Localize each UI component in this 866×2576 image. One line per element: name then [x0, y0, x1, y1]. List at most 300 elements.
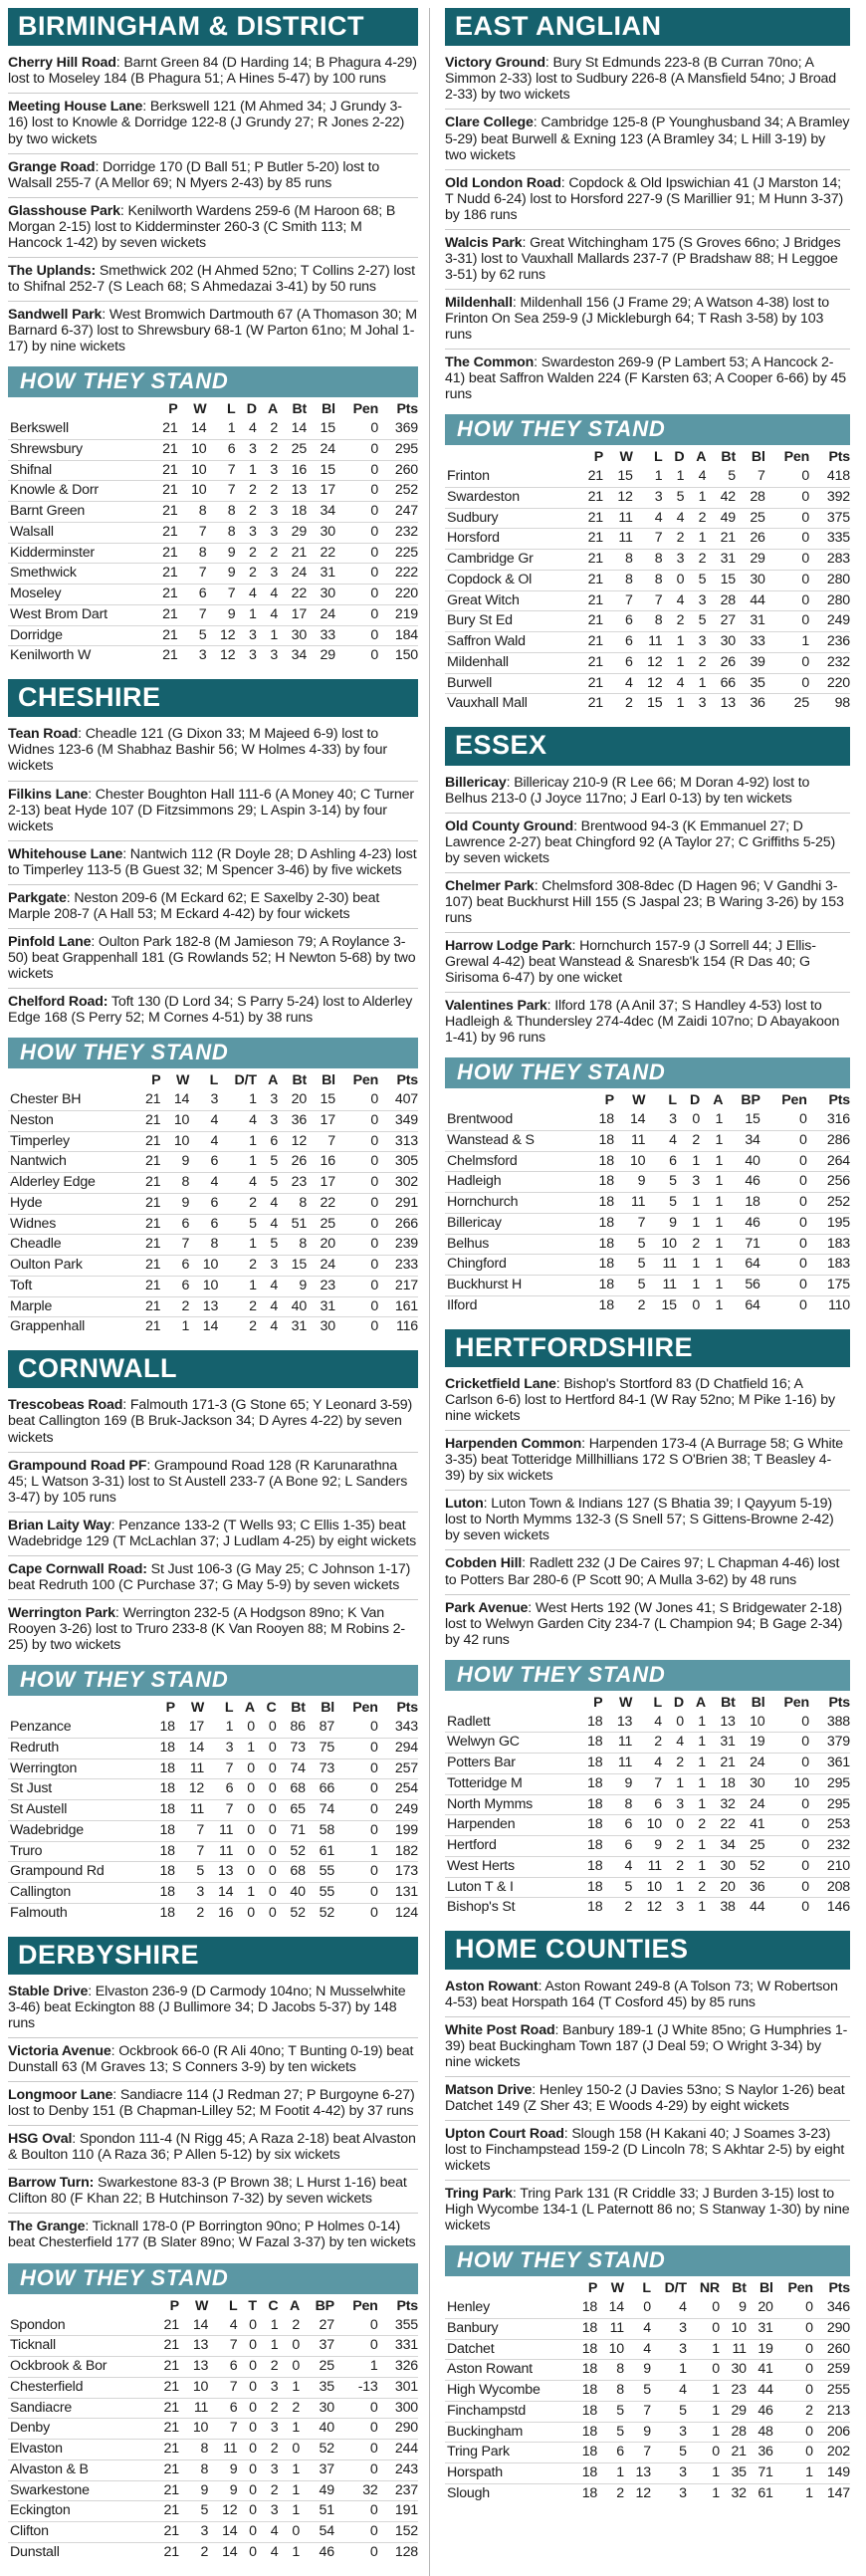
stat-cell: 0	[335, 1193, 378, 1214]
stat-cell: 8	[178, 502, 207, 523]
team-name-cell: Callington	[8, 1883, 146, 1904]
team-column-header	[8, 1699, 146, 1718]
column-header: P	[593, 449, 603, 466]
stat-cell: 3	[662, 1794, 684, 1815]
table-row	[8, 564, 418, 585]
stat-cell: 2	[179, 2542, 208, 2562]
stat-cell: 259	[813, 2360, 850, 2381]
table-row	[8, 625, 418, 646]
stat-cell: 219	[378, 604, 418, 625]
stat-cell: 4	[229, 2316, 238, 2333]
table-row	[8, 481, 418, 502]
standings-table-head	[445, 448, 850, 467]
stat-cell: 152	[378, 2522, 418, 2543]
stat-cell: 30	[307, 585, 335, 605]
stat-cell: 20	[307, 1235, 335, 1256]
stat-cell: 18	[570, 2463, 597, 2484]
stat-cell: 21	[150, 2377, 179, 2398]
stat-cell: 9	[739, 2299, 747, 2316]
column-header: A	[244, 1700, 255, 1717]
stat-cell: 18	[146, 1779, 175, 1800]
stat-cell: 0	[238, 2398, 257, 2419]
stat-cell: 24	[307, 439, 335, 460]
table-row	[445, 2483, 850, 2503]
stat-cell: 2	[257, 2398, 279, 2419]
table-row	[445, 487, 850, 508]
column-header: BP	[741, 1092, 760, 1109]
standings-header-row	[445, 448, 850, 467]
stat-cell: 6	[178, 585, 207, 605]
stat-cell: 0	[233, 1820, 255, 1841]
stat-cell: 25	[736, 508, 765, 529]
table-row	[445, 1794, 850, 1815]
stat-cell: 1	[687, 2381, 720, 2402]
team-name-cell: Mildenhall	[445, 652, 573, 673]
stat-cell: 2	[218, 1317, 257, 1337]
stat-cell: 4	[189, 1131, 218, 1152]
stat-cell: 252	[378, 481, 418, 502]
stat-cell: 21	[149, 585, 178, 605]
stat-cell: 8	[206, 502, 235, 523]
stat-cell: 3	[178, 646, 207, 666]
team-column-header	[8, 2297, 150, 2316]
match-entry	[445, 350, 850, 408]
stat-cell: 4	[651, 2381, 687, 2402]
section-title: CHESHIRE	[8, 679, 418, 717]
section-hertfordshire	[445, 1329, 850, 1919]
team-name-cell: Hyde	[8, 1193, 131, 1214]
stat-cell: 407	[394, 1091, 418, 1108]
stat-cell: 21	[131, 1256, 160, 1277]
stat-cell: 2	[235, 564, 256, 585]
column-header: D	[673, 1694, 684, 1711]
stat-cell: 2	[257, 2357, 279, 2378]
match-list	[445, 1371, 850, 1654]
match-venue: Whitehouse Lane	[8, 845, 123, 862]
stat-cell: 0	[334, 2419, 378, 2440]
stat-cell: 1	[687, 2463, 720, 2484]
stat-cell: 243	[378, 2459, 418, 2480]
stat-cell: 11	[614, 1193, 645, 1214]
stat-cell: 11	[632, 1856, 662, 1877]
team-name-cell: Grampound Rd	[8, 1862, 146, 1883]
stat-cell: 183	[807, 1234, 850, 1255]
stat-cell: 0	[335, 1256, 378, 1277]
stat-cell: 26	[278, 1152, 307, 1173]
standings-banner: HOW THEY STAND	[445, 1660, 850, 1691]
stat-cell: 8	[603, 550, 633, 571]
stat-cell: 7	[178, 604, 207, 625]
match-venue: Cricketfield Lane	[445, 1376, 556, 1393]
stat-cell: 2	[257, 2480, 279, 2501]
stat-cell: 4	[645, 1130, 676, 1151]
stat-cell: 17	[307, 1110, 335, 1131]
stat-cell: 23	[720, 2381, 747, 2402]
stat-cell: 18	[582, 1193, 613, 1214]
column-header: L	[224, 1700, 234, 1717]
stat-cell: 3	[179, 2522, 208, 2543]
team-name-cell: Vauxhall Mall	[445, 694, 573, 714]
standings-table-body	[8, 1090, 418, 1337]
stat-cell: 11	[603, 508, 633, 529]
stat-cell: 149	[813, 2463, 850, 2484]
column-header: Pen	[352, 401, 379, 418]
stat-cell: 1	[684, 529, 706, 550]
table-row	[8, 2459, 418, 2480]
stat-cell: 1	[700, 1130, 723, 1151]
match-result-text: : Copdock & Old Ipswichian 41 (J Marston 14; T Nudd 6-24) lost to Horsford 227-9 (S Marillier 91; M Hunn 3-37) by 186 runs	[445, 174, 844, 223]
stat-cell: 10	[720, 2318, 747, 2339]
table-row	[445, 1276, 850, 1296]
stat-cell: 1	[334, 1841, 378, 1862]
stat-cell: 26	[736, 529, 765, 550]
match-venue: Pinfold Lane	[8, 933, 92, 950]
column-header: BP	[315, 2297, 334, 2314]
match-result-text: : Bishop's Stortford 83 (D Chatfield 16; A Carlson 6-6) lost to Hertford 84-1 (W Ray 52no; M Pike 1-16) by nine wickets	[445, 1376, 835, 1425]
team-name-cell: Berkswell	[10, 420, 69, 437]
stat-cell: 0	[765, 529, 809, 550]
stat-cell: 38	[706, 1898, 736, 1918]
match-entry	[8, 782, 418, 841]
stat-cell: 1	[700, 1151, 723, 1172]
match-venue: Meeting House Lane	[8, 99, 143, 116]
stat-cell: 213	[813, 2401, 850, 2422]
stat-cell: 1	[684, 673, 706, 694]
stat-cell: 8	[179, 2459, 208, 2480]
column-header: Pen	[783, 449, 810, 466]
stat-cell: 256	[807, 1172, 850, 1193]
stat-cell: 13	[278, 481, 307, 502]
match-entry	[8, 1979, 418, 2038]
stat-cell: 18	[581, 2299, 598, 2316]
stat-cell: 1	[662, 632, 684, 653]
match-venue: Victory Ground	[445, 55, 545, 72]
match-venue: Harpenden Common	[445, 1436, 582, 1453]
stat-cell: 0	[335, 1131, 378, 1152]
column-header: W	[193, 401, 207, 418]
stat-cell: 19	[747, 2339, 773, 2360]
match-result-text: : Cambridge 125-8 (P Younghusband 34; A Bramley 5-29) beat Burwell & Exning 123 (A Bramley 34; L Hill 3-19) by two wickets	[445, 115, 850, 163]
match-entry	[445, 1371, 850, 1431]
stat-cell: 220	[809, 673, 850, 694]
team-name-cell: Elvaston	[8, 2440, 150, 2460]
stat-cell: 0	[369, 1719, 378, 1736]
match-entry	[445, 170, 850, 230]
stat-cell: 21	[573, 632, 603, 653]
match-venue: Old London Road	[445, 174, 561, 191]
match-venue: Grange Road	[8, 158, 96, 175]
standings-table-body	[445, 1713, 850, 1919]
stat-cell: 2	[632, 1733, 662, 1754]
stat-cell: 16	[278, 460, 307, 481]
stat-cell: 257	[378, 1758, 418, 1779]
match-venue: White Post Road	[445, 2021, 555, 2038]
stat-cell: 343	[394, 1719, 418, 1736]
stat-cell: 0	[335, 646, 378, 666]
table-row	[445, 2443, 850, 2463]
standings-table-head	[8, 2297, 418, 2316]
stat-cell: 1	[700, 1193, 723, 1214]
match-venue: Stable Drive	[8, 1983, 89, 1999]
stat-cell: 1	[257, 2336, 279, 2357]
stat-cell: 222	[378, 564, 418, 585]
match-result-text: : Aston Rowant 249-8 (A Tolson 73; W Robertson 4-53) beat Horspath 164 (T Cosford 45) by 85 runs	[445, 1978, 838, 2010]
team-name-cell: Wanstead & S	[445, 1130, 582, 1151]
stat-cell: 5	[645, 1172, 676, 1193]
match-result-text: : Hornchurch 157-9 (J Sorrell 44; J Ellis-Grewal 4-42) beat Wanstead & Snaresb'k 154 (R Das 40; G Sirisoma 6-47) by one wicket	[445, 937, 816, 986]
stat-cell: 35	[720, 2463, 747, 2484]
stat-cell: 74	[277, 1758, 306, 1779]
stat-cell: 22	[706, 1815, 736, 1836]
table-row	[8, 2419, 418, 2440]
stat-cell: 1	[684, 1898, 706, 1918]
stat-cell: 7	[206, 460, 235, 481]
stat-cell: 18	[582, 1295, 613, 1315]
stat-cell: 21	[150, 2480, 179, 2501]
stat-cell: 0	[765, 673, 809, 694]
stat-cell: 0	[676, 1713, 684, 1730]
match-venue: Mildenhall	[445, 294, 513, 311]
stat-cell: 1	[249, 1091, 257, 1108]
match-entry	[8, 302, 418, 360]
stat-cell: 1	[700, 1213, 723, 1234]
stat-cell: 52	[306, 1903, 334, 1923]
stat-cell: 3	[235, 646, 256, 666]
stat-cell: 283	[809, 550, 850, 571]
stat-cell: 14	[204, 1883, 233, 1904]
stat-cell: 3	[257, 522, 278, 543]
stat-cell: 0	[335, 1173, 378, 1194]
stat-cell: 4	[679, 2299, 687, 2316]
match-entry	[8, 1513, 418, 1556]
match-result-text: : Werrington 232-5 (A Hodgson 89no; K Van Rooyen 3-26) lost to Truro 233-8 (K Van Rooyen 88; M Robins 2-25) by two wickets	[8, 1604, 405, 1653]
stat-cell: 195	[807, 1213, 850, 1234]
stat-cell: 21	[144, 1091, 161, 1108]
match-result-text: Swarkestone 83-3 (P Brown 38; L Hurst 1-16) beat Clifton 80 (F Khan 22; B Hutchinson 7-32) by seven wickets	[8, 2175, 407, 2208]
stat-cell: 0	[249, 2316, 257, 2333]
stat-cell: 21	[573, 529, 603, 550]
team-name-cell: Kenilworth W	[8, 646, 149, 666]
table-row	[8, 522, 418, 543]
stat-cell: 40	[723, 1151, 760, 1172]
stat-cell: 3	[677, 1172, 700, 1193]
stat-cell: 1	[218, 1276, 257, 1296]
section-cornwall	[8, 1350, 418, 1923]
stat-cell: 8	[633, 570, 663, 590]
match-result-text: : Dorridge 170 (D Ball 51; P Butler 5-20) lost to Walsall 255-7 (A Mellor 69; N Myers 2-43) by 85 runs	[8, 158, 380, 191]
match-result-text: : Billericay 210-9 (R Lee 66; M Doran 4-92) lost to Belhus 213-0 (J Joyce 117no; J Earl 0-13) by ten wickets	[445, 774, 810, 807]
stat-cell: 0	[765, 1754, 809, 1774]
standings-table-head	[8, 400, 418, 419]
team-name-cell: Chesterfield	[8, 2377, 150, 2398]
match-venue: Werrington Park	[8, 1604, 115, 1621]
standings-banner: HOW THEY STAND	[445, 414, 850, 445]
stat-cell: 0	[334, 2398, 378, 2419]
stat-cell: 9	[645, 1213, 676, 1234]
team-name-cell: Alvaston & B	[8, 2459, 150, 2480]
stat-cell: 7	[633, 529, 663, 550]
stat-cell: 124	[378, 1903, 418, 1923]
stat-cell: 58	[306, 1820, 334, 1841]
standings-table-body	[8, 1718, 418, 1924]
stat-cell: 1	[257, 625, 278, 646]
stat-cell: 18	[598, 1111, 614, 1128]
stat-cell: 24	[736, 1754, 765, 1774]
stat-cell: 13	[189, 1296, 218, 1317]
column-header: D/T	[234, 1072, 257, 1089]
stat-cell: 22	[307, 543, 335, 564]
match-list	[8, 1979, 418, 2257]
section-essex	[445, 727, 850, 1316]
stat-cell: 2	[278, 2398, 300, 2419]
stat-cell: 3	[204, 1738, 233, 1758]
stat-cell: 13	[706, 694, 736, 714]
match-entry	[445, 2121, 850, 2181]
match-venue: Aston Rowant	[445, 1978, 539, 1994]
match-list	[445, 770, 850, 1053]
stat-cell: 0	[760, 1295, 807, 1315]
stat-cell: 40	[277, 1883, 306, 1904]
stat-cell: 295	[809, 1773, 850, 1794]
stat-cell: 6	[645, 1151, 676, 1172]
stat-cell: 0	[238, 2419, 257, 2440]
stat-cell: 6	[602, 1836, 632, 1857]
stat-cell: 3	[257, 460, 278, 481]
stat-cell: 21	[149, 460, 178, 481]
stat-cell: 0	[687, 2360, 720, 2381]
stat-cell: 17	[188, 1719, 205, 1736]
match-venue: Victoria Avenue	[8, 2043, 111, 2060]
stat-cell: 14	[208, 2542, 237, 2562]
stat-cell: 30	[307, 522, 335, 543]
column-header: P	[593, 1694, 603, 1711]
stat-cell: 44	[736, 1898, 765, 1918]
stat-cell: 0	[334, 2459, 378, 2480]
stat-cell: 0	[334, 1779, 378, 1800]
stat-cell: 0	[238, 2377, 257, 2398]
team-name-cell: Cheadle	[8, 1235, 131, 1256]
stat-cell: 11	[179, 2398, 208, 2419]
stat-cell: 71	[747, 2463, 773, 2484]
stat-cell: 183	[807, 1255, 850, 1276]
table-row	[8, 1903, 418, 1923]
team-name-cell: Bury St Ed	[445, 611, 573, 632]
stat-cell: 46	[723, 1172, 760, 1193]
table-row	[445, 1733, 850, 1754]
stat-cell: 3	[669, 1111, 677, 1128]
stat-cell: 0	[335, 1276, 378, 1296]
stat-cell: 8	[603, 570, 633, 590]
stat-cell: 0	[765, 1898, 809, 1918]
stat-cell: 7	[206, 585, 235, 605]
stat-cell: 7	[204, 1758, 233, 1779]
stat-cell: 4	[249, 420, 257, 437]
stat-cell: 0	[370, 1091, 379, 1108]
stat-cell: 11	[175, 1758, 204, 1779]
standings-table-body	[445, 467, 850, 714]
stat-cell: 0	[255, 1820, 277, 1841]
column-header: Bt	[721, 449, 736, 466]
section-home_counties	[445, 1931, 850, 2503]
match-entry	[445, 1550, 850, 1594]
stat-cell: 17	[307, 1173, 335, 1194]
stat-cell: 2	[662, 1754, 684, 1774]
stat-cell: 6	[189, 1152, 218, 1173]
stat-cell: 0	[765, 590, 809, 611]
match-entry	[8, 885, 418, 929]
table-row	[445, 1877, 850, 1898]
standings-table	[445, 1694, 850, 1918]
stat-cell: 7	[624, 2401, 651, 2422]
table-row	[445, 2298, 850, 2318]
stat-cell: 24	[736, 1794, 765, 1815]
stat-cell: 5	[684, 611, 706, 632]
stat-cell: 0	[765, 1733, 809, 1754]
stat-cell: 0	[238, 2357, 257, 2378]
stat-cell: 74	[306, 1800, 334, 1821]
team-name-cell: Toft	[8, 1276, 131, 1296]
stat-cell: 30	[720, 2360, 747, 2381]
stat-cell: 4	[257, 2542, 279, 2562]
stat-cell: 6	[603, 652, 633, 673]
stat-cell: 4	[189, 1110, 218, 1131]
stat-cell: 21	[150, 2459, 179, 2480]
stat-cell: 34	[706, 1836, 736, 1857]
table-row	[445, 467, 850, 487]
table-row	[8, 2336, 418, 2357]
stat-cell: 5	[257, 1173, 278, 1194]
table-row	[445, 1898, 850, 1918]
stat-cell: 7	[175, 1820, 204, 1841]
stat-cell: 0	[662, 1815, 684, 1836]
stat-cell: 21	[573, 611, 603, 632]
table-row	[8, 1256, 418, 1277]
stat-cell: 0	[370, 420, 379, 437]
table-row	[8, 2377, 418, 2398]
stat-cell: 249	[809, 611, 850, 632]
stat-cell: 2	[235, 481, 256, 502]
match-result-text: : Henley 150-2 (J Davies 53no; S Naylor 1-26) beat Datchet 149 (Z Sher 43; E Woods 4-29) by eight wickets	[445, 2081, 845, 2114]
stat-cell: 7	[758, 468, 765, 485]
stat-cell: 15	[706, 570, 736, 590]
stat-cell: 71	[277, 1820, 306, 1841]
column-header: Bt	[721, 1694, 736, 1711]
stat-cell: 98	[809, 694, 850, 714]
stat-cell: 15	[278, 1256, 307, 1277]
stat-cell: 2	[270, 420, 279, 437]
stat-cell: 18	[570, 2422, 597, 2443]
stat-cell: 1	[278, 2419, 300, 2440]
match-entry	[8, 841, 418, 885]
match-venue: Old County Ground	[445, 818, 574, 834]
stat-cell: 6	[189, 1193, 218, 1214]
stat-cell: 0	[335, 585, 378, 605]
stat-cell: 21	[573, 652, 603, 673]
table-row	[445, 2339, 850, 2360]
team-column-header	[8, 400, 149, 419]
stat-cell: 2	[218, 1296, 257, 1317]
stat-cell: 2	[662, 529, 684, 550]
stat-cell: 1	[677, 1255, 700, 1276]
stat-cell: 0	[233, 1862, 255, 1883]
stat-cell: 8	[602, 1794, 632, 1815]
match-venue: Clare College	[445, 115, 534, 131]
table-row	[445, 1856, 850, 1877]
team-name-cell: Buckhurst H	[445, 1276, 582, 1296]
team-name-cell: Moseley	[8, 585, 149, 605]
stat-cell: 232	[809, 1836, 850, 1857]
stat-cell: 392	[809, 487, 850, 508]
